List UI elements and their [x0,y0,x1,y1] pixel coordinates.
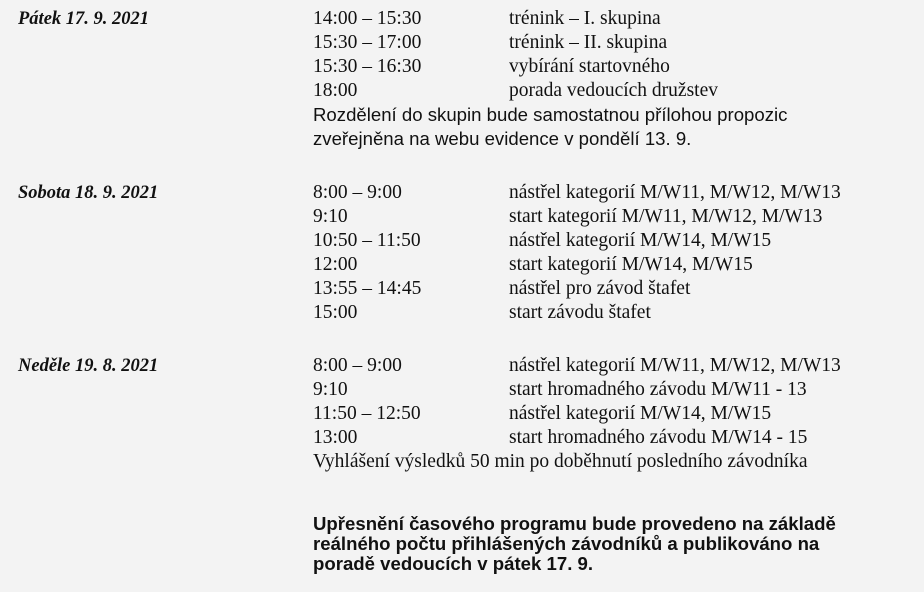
schedule-row [313,402,916,426]
schedule-desc: start kategorií M/W11, M/W12, M/W13 [509,206,823,227]
schedule-desc: start závodu štafet [509,302,651,323]
schedule-desc: trénink – I. skupina [509,8,661,29]
schedule-desc: vybírání startovného [509,56,670,77]
schedule-time: 18:00 [313,80,358,101]
schedule-row [313,378,916,402]
schedule-time: 12:00 [313,254,358,275]
schedule-row [313,229,916,253]
note-line: zveřejněna na webu evidence v pondělí 13. 9. [313,128,692,149]
schedule-desc: nástřel kategorií M/W11, M/W12, M/W13 [509,182,841,203]
schedule-saturday [313,181,916,325]
schedule-time: 8:00 – 9:00 [313,182,402,203]
final-note-line: Upřesnění časového programu bude provedeno na základě [313,513,836,534]
note-line: Rozdělení do skupin bude samostatnou přílohou propozic [313,104,788,125]
schedule-row [313,79,916,103]
schedule-row [313,253,916,277]
schedule-time: 13:55 – 14:45 [313,278,422,299]
schedule-time: 14:00 – 15:30 [313,8,422,29]
schedule-row [313,181,916,205]
schedule-desc: start kategorií M/W14, M/W15 [509,254,753,275]
schedule-desc: start hromadného závodu M/W14 - 15 [509,427,808,448]
note-line: Vyhlášení výsledků 50 min po doběhnutí posledního závodníka [313,451,808,472]
day-label-saturday: Sobota 18. 9. 2021 [18,183,159,203]
schedule-row [313,7,916,31]
schedule-note-friday [313,103,916,151]
schedule-desc: porada vedoucích družstev [509,80,718,101]
schedule-friday [313,7,916,151]
schedule-time: 13:00 [313,427,358,448]
final-note [313,514,836,574]
schedule-time: 9:10 [313,206,348,227]
schedule-row [313,205,916,229]
schedule-desc: nástřel kategorií M/W11, M/W12, M/W13 [509,355,841,376]
schedule-time: 10:50 – 11:50 [313,230,421,251]
schedule-time: 8:00 – 9:00 [313,355,402,376]
final-note-line: poradě vedoucích v pátek 17. 9. [313,553,594,574]
schedule-note-sunday [313,450,916,474]
schedule-time: 15:00 [313,302,358,323]
schedule-desc: start hromadného závodu M/W11 - 13 [509,379,807,400]
schedule-time: 15:30 – 17:00 [313,32,422,53]
schedule-row [313,55,916,79]
schedule-time: 15:30 – 16:30 [313,56,422,77]
schedule-row [313,277,916,301]
schedule-row [313,301,916,325]
schedule-desc: trénink – II. skupina [509,32,668,53]
schedule-sunday [313,354,916,474]
schedule-desc: nástřel kategorií M/W14, M/W15 [509,403,772,424]
schedule-desc: nástřel kategorií M/W14, M/W15 [509,230,772,251]
day-label-sunday: Neděle 19. 8. 2021 [18,356,159,376]
schedule-time: 9:10 [313,379,348,400]
schedule-row [313,426,916,450]
schedule-time: 11:50 – 12:50 [313,403,421,424]
schedule-row [313,31,916,55]
day-label-friday: Pátek 17. 9. 2021 [18,9,150,29]
schedule-row [313,354,916,378]
final-note-line: reálného počtu přihlášených závodníků a publikováno na [313,533,820,554]
schedule-desc: nástřel pro závod štafet [509,278,691,299]
